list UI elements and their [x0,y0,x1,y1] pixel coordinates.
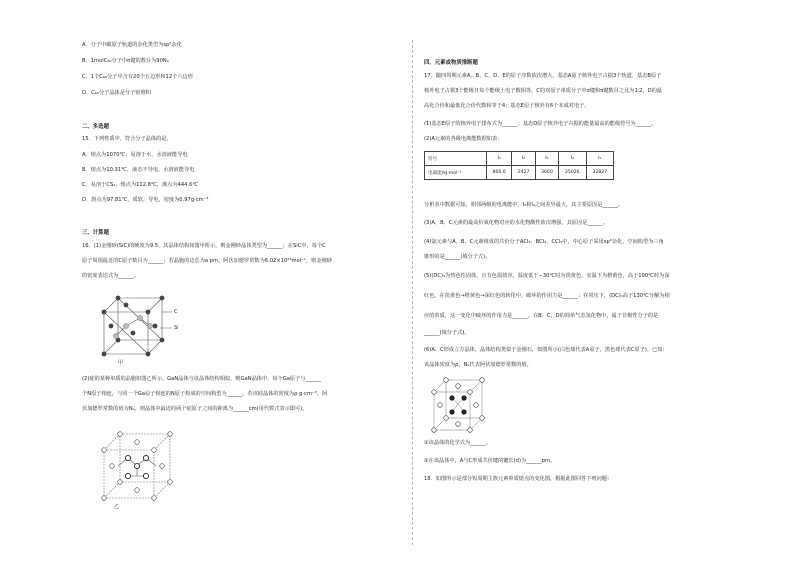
q15-option-d: D．熔点为97.81℃，质软，导电，密度为0.97g·cm⁻³ [82,197,209,203]
q16-line-2: 原子周围最近的C原子数目为______；若晶胞的边长为a pm，阿伏加德罗常数为6.02×10²³mol⁻¹，则金刚砂 [82,258,332,264]
q16-line-3: 的密度表达式为______。 [82,273,140,279]
section-title-calc: 三、计算题 [82,230,109,236]
silicon-cell-figure [98,428,188,506]
section-title-inference: 四、元素或物质推断题 [424,60,478,66]
q16-line-1: 16．(1)金刚砂(SiC)的硬度为9.5，其晶体结构如图甲所示，则金刚砂晶体类型为______；在SiC中，每个C [82,243,326,249]
option-a: A．分子中碳原子轨道的杂化类型为sp²杂化 [82,42,182,48]
option-b: B．1molC₆₀分子中σ键的数目为90Nₐ [82,58,169,64]
q17-part-3: (3)A、B、C元素的最高价氧化物对应的水化物酸性依次增强，其原因是______。 [424,220,609,226]
fig1-caption: 甲 [118,360,124,366]
q17-part-1: (1)基态E原子的核外电子排布式为______；基态D原子核外电子占据的能量最高的能级符号为______。 [424,121,657,127]
ac-crystal-figure [430,376,490,436]
q17-part-5-line-4: ______(填分子式)。 [424,330,470,336]
q16-2-line-1: (2)硅的某种单质的晶胞如图乙所示。GaN晶体与该晶体结构相似，则GaN晶体中，每个Ga原子与______ [82,376,322,382]
q17-part-5-line-2: 红色。在淡黄色→橙黄色→深红色的转化中，破坏的作用力是______；在常压下，(DC)₄高于130℃分解为相 [424,293,670,299]
q17-6-sub-1: ①该晶体的化学式为______。 [424,440,491,446]
table-cell: 2427 [512,166,535,180]
q17-part-2: (2)A元素的各级电离能数据如表： [424,136,503,142]
q15-stem: 15．下列性质中，符合分子晶体的是。 [82,136,172,142]
q16-2-line-3: 伏加德罗常数的值为Nₐ，则晶体中最近的两个硅原子之间的距离为______cm(用代数式表示即可)。 [82,406,308,412]
q17-part-6-line-1: (6)A、C形成立方晶体，晶体结构类似于金刚石，如图所示(白色球代表A原子，黑色球代表C原子)。已知： [424,347,668,353]
q16-2-line-2: 个N原子相连，与同一个Ga原子相连的N原子构成的空间构型为______。若该硅晶体的密度为ρ g·cm⁻³，阿 [82,391,328,397]
fig1-label-si: Si [174,325,179,331]
table-cell: 25026 [559,166,586,180]
ionization-energy-table [424,151,614,180]
fig2-caption: 乙 [114,504,120,510]
table-cell: 32827 [586,166,613,180]
table-header-cell: I₄ [559,152,586,166]
option-d: D．C₆₀分子晶体是分子密堆积 [82,90,151,96]
table-header-cell: I₁ [487,152,512,166]
q17-6-sub-2: ②在该晶体中，A与C形成共价键的键长(d)为______pm。 [424,458,556,464]
table-header-row [425,152,614,166]
fig1-label-c: C [174,309,178,315]
table-cell: 3660 [535,166,558,180]
q17-part-4-line-1: (4)氯元素与A、B、C元素组成的共价分子ACl₃、BCl₄、CCl₃中，中心原子采用sp³杂化、空间构型为三角 [424,239,664,245]
table-cell: 800.6 [487,166,512,180]
q17-part-5-line-1: (5)(DC)₄为热色性固体，且有色温效应。温度低于−30℃时为淡黄色，室温下为橙黄色，高于100℃时为深 [424,273,670,279]
q15-option-b: B．熔点为10.31℃，液态不导电，水溶液能导电 [82,167,195,173]
right-column [424,0,764,562]
q17-part-4-line-2: 锥形的是______(填分子式)。 [424,254,491,260]
q15-option-c: C．易溶于CS₂，熔点为112.8℃，沸点为444.6℃ [82,182,199,188]
column-divider [412,40,413,545]
table-header-cell: I₂ [512,152,535,166]
q17-part-6-line-2: 该晶体密度为ρ，Nₐ代表阿伏加德罗常数的值。 [424,362,532,368]
table-row-label: 电离能/kJ·mol⁻¹ [425,166,487,180]
table-row [425,166,614,180]
q17-part-5-line-3: 应的单质，这一变化中破坏的作用力是______。在B、C、D的简单气态氢化物中，属于非极性分子的是 [424,313,659,319]
q18-stem: 18．如图所示是部分短周期主族元素单质熔点的变化图，根据此图回答下列问题： [424,476,613,482]
q17-line-1: 17．随四周期元素A、B、C、D、E的原子序数依次增大，基态A原子核外电子占据3个轨道，基态B原子 [424,73,662,79]
section-title-multi-choice: 二、多选题 [82,124,109,130]
q15-option-a: A．熔点为1070℃，易溶于水，水溶液能导电 [82,152,188,158]
sic-crystal-figure [96,288,186,368]
option-c: C．1个C₆₀分子中含有20个五边形和12个六边形 [82,74,193,80]
q17-line-2: 核外电子占据3个能级且每个能级上电子数相等，C的双原子单质分子中σ键和π键数目之比为1∶2，D的最 [424,88,662,94]
q17-analysis: 分析表中数据可知，相邻两级的电离能中，I₃和I₄之间差异最大，其主要原因是______。 [424,202,624,208]
left-column [82,0,402,562]
table-header-cell: 符号 [425,152,487,166]
q17-line-3: 高化合价和最低化合价代数和等于4；基态E原子核外有6个未成对电子。 [424,103,590,109]
table-header-cell: I₅ [586,152,613,166]
table-header-cell: I₃ [535,152,558,166]
